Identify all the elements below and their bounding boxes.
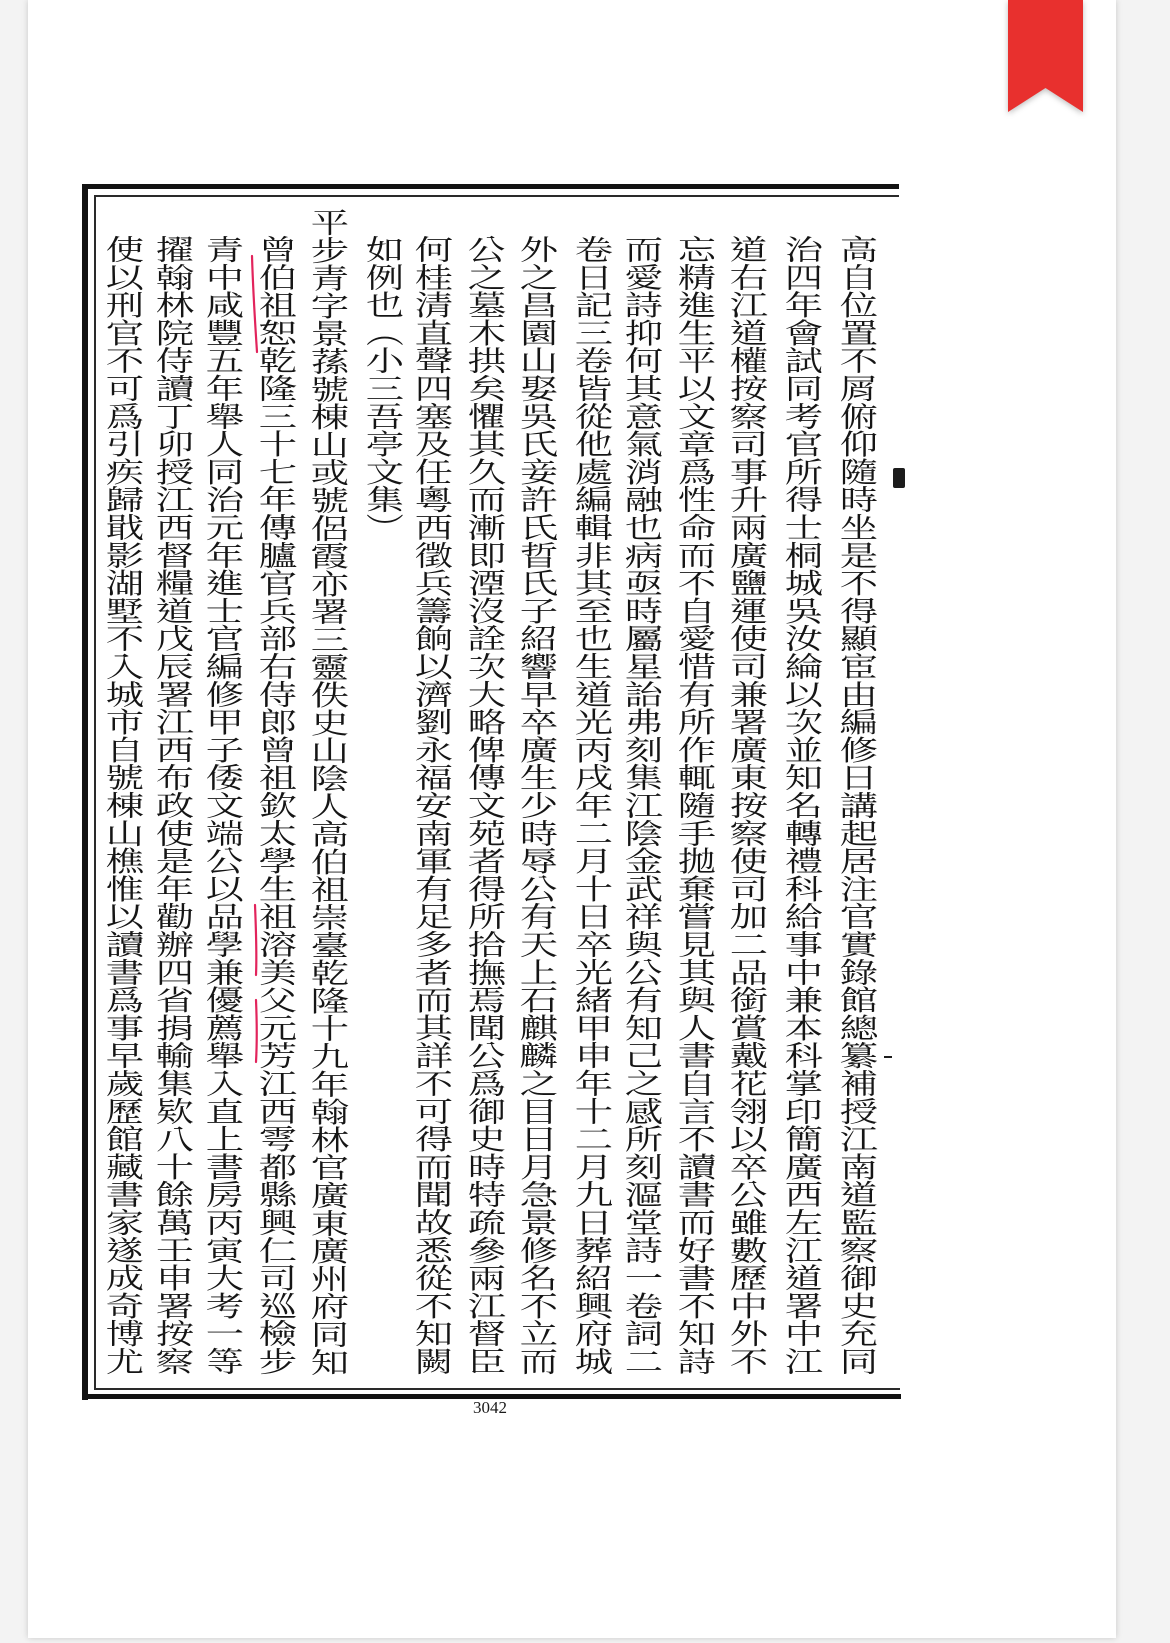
text-column: 而愛詩抑何其意氣消融也病亟時屬星詒弗刻集江陰金武祥與公有知己之感所刻漚堂詩一卷詞二 xyxy=(617,235,664,1375)
text-column: 道右江道權按察司事升兩廣鹽運使司兼署廣東按察使司加二品銜賞戴花翎以卒公雖數歷中外不 xyxy=(722,235,769,1375)
frame-bottom-inner-rule xyxy=(94,1388,900,1390)
text-column-entry-start: 平步青字景蓀號棟山或號侶霞亦署三靈佚史山陰人高伯祖崇臺乾隆十九年翰林官廣東廣州府同知 xyxy=(303,208,350,1376)
scan-tick-mark xyxy=(884,1056,892,1058)
frame-left-rule xyxy=(82,184,88,1400)
text-column: 治四年會試同考官所得士桐城吳汝綸以次並知名轉禮科給事中兼本科掌印簡廣西左江道署中江 xyxy=(777,235,824,1375)
text-column: 青中咸豐五年舉人同治元年進士官編修甲子倭文端公以品學兼優薦舉入直上書房丙寅大考一等 xyxy=(198,235,245,1375)
frame-top-rule xyxy=(82,184,899,189)
text-column: 卷日記三卷皆從他處編輯非其至也生道光丙戌年二月十日卒光緒甲申年十二月九日葬紹興府城 xyxy=(567,235,614,1375)
text-column: 何桂清直聲四塞及任粵西徵兵籌餉以濟劉永福安南軍有足多者而其詳不可得而聞故悉從不知闕 xyxy=(407,235,454,1375)
text-column: 曾伯祖恕乾隆三十七年傳臚官兵部右侍郎曾祖欽太學生祖溶美父元芳江西雩都縣興仁司巡檢步 xyxy=(251,235,298,1375)
text-column: 外之昌園山娶吳氏妾許氏晢氏子紹響早卒廣生少時辱公有天上石麒麟之目日月急景修名不立而 xyxy=(512,235,559,1375)
frame-top-inner-rule xyxy=(94,195,899,197)
scan-blemish xyxy=(893,468,905,488)
text-column: 高自位置不屑俯仰隨時坐是不得顯宦由編修日講起居注官實錄館總纂補授江南道監察御史充同 xyxy=(832,235,879,1375)
frame-left-inner-rule xyxy=(94,195,96,1390)
text-column: 公之墓木拱矣懼其久而漸即湮沒詮次大略俾傳文苑者得所拾撫焉聞公爲御史時特疏參兩江督臣 xyxy=(460,235,507,1375)
text-column: 忘精進生平以文章爲性命而不自愛惜有所作輒隨手拋棄嘗見其與人書自言不讀書而好書不知詩 xyxy=(670,235,717,1375)
bookmark-ribbon-icon[interactable] xyxy=(1008,0,1083,112)
text-column: 使以刑官不可爲引疾歸戢影湖墅不入城市自號棟山樵惟以讀書爲事早歲歷館藏書家遂成奇博尤 xyxy=(98,235,145,1375)
page-number: 3042 xyxy=(473,1398,507,1417)
text-column: 擢翰林院侍讀丁卯授江西督糧道戊辰署江西布政使是年勸辦四省捐輸集欵八十餘萬壬申署按察 xyxy=(148,235,195,1375)
bookmark-shape xyxy=(1008,0,1083,112)
text-column-source-note: 如例也（小三吾亭文集） xyxy=(358,235,405,541)
